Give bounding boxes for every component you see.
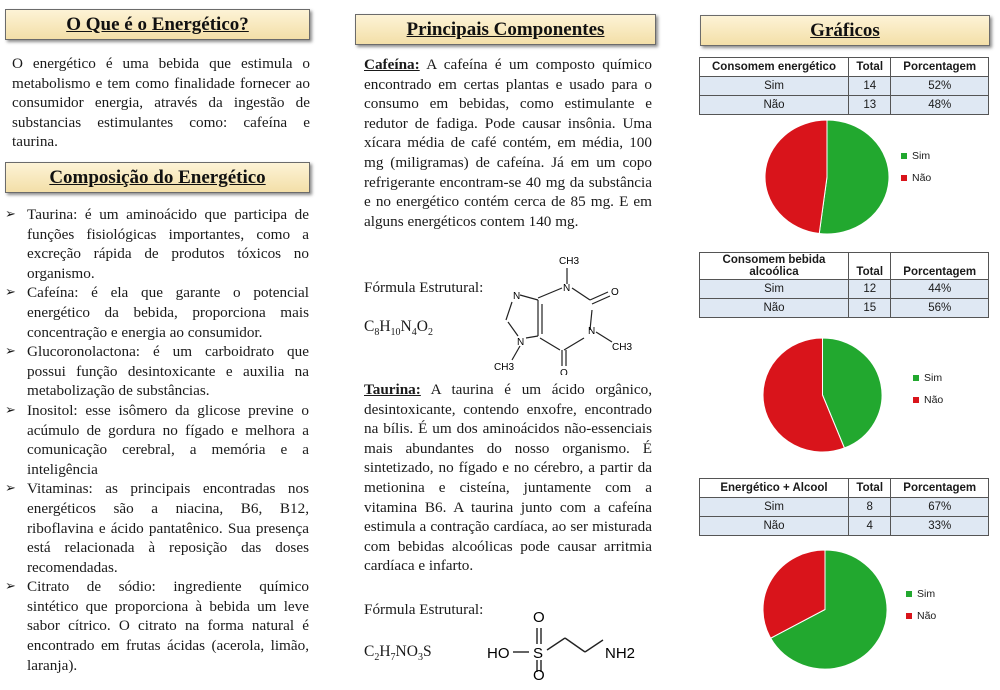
- pie-chart-energetico-alcool: [760, 547, 890, 672]
- cafeina-text: A cafeína é um composto químico encontrado em certas plantas e usado para o consumo em bebidas, como estimulante e redutor de fadiga. Pode causar insônia. Uma xícara média de café contém, em média, 100 mg (miligramas) de cafeína. Já em um copo refrigerante encontram-se 40 mg da substância e no energético contém cerca de 85 mg. E em alguns energéticos contem 140 mg.: [364, 56, 652, 230]
- atom-ch3-1: CH3: [559, 256, 580, 267]
- list-item: ➢ Glucoronolactona: é um carboidrato que possui função desintoxicante e auxilia na metabolização de substâncias.: [5, 342, 309, 401]
- table-row: [700, 77, 989, 96]
- col-pct: Porcentagem: [891, 253, 989, 280]
- table-title: Energético + Alcool: [700, 479, 849, 498]
- header-composicao: [5, 162, 310, 193]
- taurine-structure-diagram: [485, 600, 650, 680]
- header-o-que-e: [5, 9, 310, 40]
- legend-2: [913, 367, 943, 411]
- legend-label: Sim: [924, 372, 943, 384]
- atom-o2: O: [560, 368, 568, 375]
- cafeina-label: Cafeína:: [364, 56, 420, 73]
- col-pct: Porcentagem: [891, 58, 989, 77]
- legend-label: Não: [917, 610, 937, 622]
- table-row: [700, 517, 989, 536]
- taurina-paragraph: [364, 380, 652, 576]
- row-total: 4: [849, 517, 891, 536]
- row-label: Não: [700, 96, 849, 115]
- atom-o-top: O: [533, 609, 545, 626]
- table-row: [700, 299, 989, 318]
- legend-item-sim: [901, 145, 931, 167]
- table-row: [700, 498, 989, 517]
- atom-o1: O: [611, 287, 619, 298]
- table-title: Consomem bebida alcoólica: [700, 253, 849, 280]
- table-consomem-energetico: [699, 57, 989, 115]
- row-pct: 44%: [891, 280, 989, 299]
- atom-n3: N: [513, 291, 521, 302]
- header-composicao-text: Composição do Energético: [49, 167, 266, 188]
- table-energetico-alcool: [699, 478, 989, 536]
- table-row: [700, 280, 989, 299]
- row-pct: 52%: [891, 77, 989, 96]
- row-total: 14: [849, 77, 891, 96]
- table-consomem-alcool: [699, 252, 989, 318]
- legend-label: Sim: [912, 150, 931, 162]
- atom-s: S: [533, 645, 544, 662]
- header-o-que-e-text: O Que é o Energético?: [66, 14, 249, 35]
- row-label: Não: [700, 299, 849, 318]
- taurina-text: A taurina é um ácido orgânico, desintoxicante, contendo enxofre, encontrado na bílis. É um dos aminoácidos não-essenciais mais abundantes do nosso organismo. É sintetizado, no fígado e no cérebro, a partir da metionina e cisteína, juntamente com a vitamina B6. A taurina junto com a cafeína estimula a contração cardíaca, ao ser misturada com bebidas alcoólicas pode causar arritmia cardíaca e infarto.: [364, 381, 652, 575]
- pie-slice-sim: [819, 120, 889, 234]
- table-row: [700, 96, 989, 115]
- legend-3: [906, 583, 936, 627]
- atom-nh2: NH2: [605, 645, 636, 662]
- atom-n1: N: [563, 283, 571, 294]
- formula-label-cafeina: Fórmula Estrutural:: [364, 279, 484, 296]
- atom-o-bottom: O: [533, 667, 545, 680]
- row-total: 13: [849, 96, 891, 115]
- row-total: 15: [849, 299, 891, 318]
- row-total: 8: [849, 498, 891, 517]
- legend-item-sim: [913, 367, 943, 389]
- legend-item-nao: [901, 167, 931, 189]
- atom-ho: HO: [487, 645, 510, 662]
- row-pct: 33%: [891, 517, 989, 536]
- list-item: ➢ Taurina: é um aminoácido que participa de funções fisiológicas importantes, como a excreção rápida de produtos tóxicos no organismo.: [5, 205, 309, 283]
- header-componentes-text: Principais Componentes: [406, 19, 605, 40]
- row-label: Não: [700, 517, 849, 536]
- header-graficos-text: Gráficos: [810, 20, 880, 41]
- legend-item-nao: [913, 389, 943, 411]
- taurina-label: Taurina:: [364, 381, 421, 398]
- atom-n2: N: [588, 326, 596, 337]
- row-pct: 56%: [891, 299, 989, 318]
- legend-1: [901, 145, 931, 189]
- legend-item-sim: [906, 583, 936, 605]
- row-label: Sim: [700, 498, 849, 517]
- cafeina-paragraph: [364, 55, 652, 231]
- cafeina-formula: $C_8H_{10}N_4O_2$: [364, 318, 433, 339]
- list-item: ➢ Vitaminas: as principais encontradas nos energéticos são a niacina, B6, B12, riboflavina e ácido pantatênico. Sua presença está relacionada à reposição das doses recomendadas.: [5, 479, 309, 577]
- caffeine-structure-diagram: [480, 250, 640, 375]
- col-total: Total: [849, 253, 891, 280]
- legend-label: Sim: [917, 588, 936, 600]
- formula-label-taurina: Fórmula Estrutural:: [364, 601, 484, 618]
- list-item: ➢ Cafeína: é ela que garante o potencial energético da bebida, proporciona mais concentração e energia ao consumidor.: [5, 283, 309, 342]
- row-pct: 48%: [891, 96, 989, 115]
- col-total: Total: [849, 479, 891, 498]
- list-item: ➢ Citrato de sódio: ingrediente químico sintético que proporciona à bebida um leve sabor cítrico. O citrato na forma natural é encontrado em frutas ácidas (acerola, limão, laranja).: [5, 577, 309, 675]
- legend-label: Não: [912, 172, 932, 184]
- row-pct: 67%: [891, 498, 989, 517]
- header-componentes: [355, 14, 656, 45]
- row-label: Sim: [700, 77, 849, 96]
- composition-list: [5, 205, 309, 675]
- legend-item-nao: [906, 605, 936, 627]
- list-item: ➢ Inositol: esse isômero da glicose previne o acúmulo de gordura no fígado e melhora a comunicação cerebral, a memória e a inteligência: [5, 401, 309, 479]
- atom-ch3-3: CH3: [494, 362, 515, 373]
- atom-ch3-2: CH3: [612, 342, 633, 353]
- legend-label: Não: [924, 394, 944, 406]
- pie-slice-nao: [765, 120, 827, 234]
- pie-chart-consomem-alcool: [760, 335, 885, 455]
- table-title: Consomem energético: [700, 58, 849, 77]
- intro-paragraph: O energético é uma bebida que estimula o metabolismo e tem como finalidade fornecer ao consumidor energia, através da ingestão de substancias estimulantes como: cafeína e taurina.: [12, 55, 310, 151]
- col-total: Total: [849, 58, 891, 77]
- row-label: Sim: [700, 280, 849, 299]
- taurina-formula: $C_2H_7NO_3S$: [364, 643, 432, 664]
- row-total: 12: [849, 280, 891, 299]
- atom-n4: N: [517, 337, 525, 348]
- header-graficos: [700, 15, 990, 46]
- col-pct: Porcentagem: [891, 479, 989, 498]
- pie-chart-consomem-energetico: [762, 117, 892, 237]
